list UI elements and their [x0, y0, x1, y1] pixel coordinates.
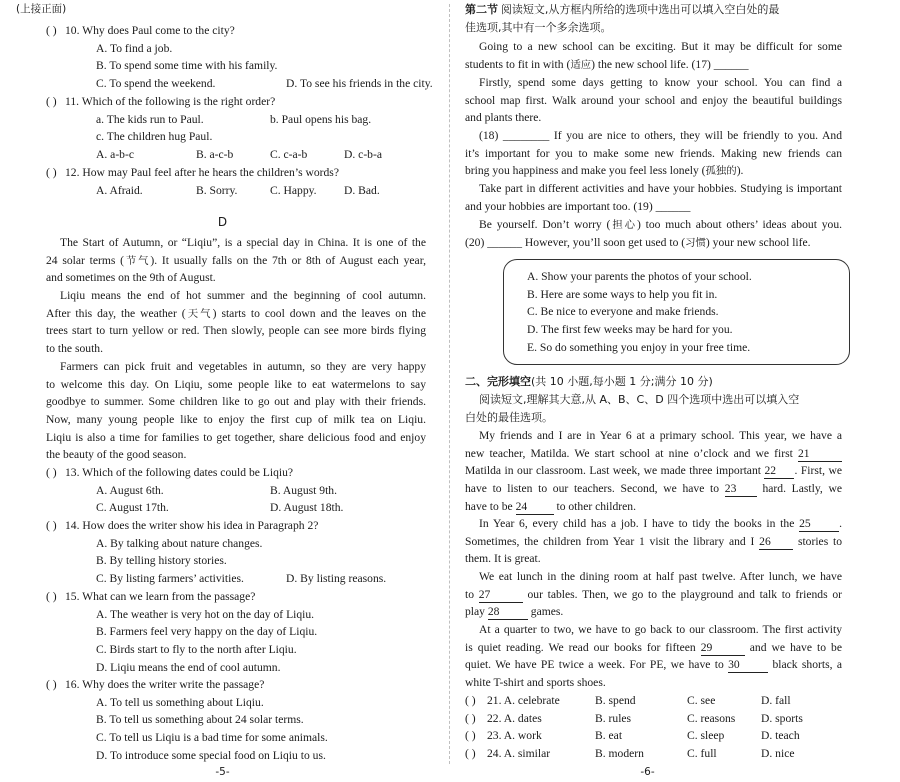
box-option-e: E. So do something you enjoy in your free time.: [527, 340, 751, 354]
cloze-question-22: [465, 710, 900, 728]
text-line: Now, many young people like to enjoy the first cup of milk tea on Liqiu.: [46, 413, 426, 427]
cloze-paragraph-1: [465, 427, 842, 515]
blank-19[interactable]: ______: [655, 199, 691, 213]
option-c: C. By listing farmers’ activities.: [96, 572, 244, 586]
option-c: C. Happy.: [270, 183, 317, 197]
option-b: B. eat: [595, 729, 623, 743]
text-line: My friends and I are in Year 6 at a primary school. This year, we have a: [479, 429, 842, 442]
left-page: [0, 0, 445, 782]
text-line: to 27 our tables. Then, we go to the playground and talk to friends or: [465, 587, 842, 601]
text-line: and sometimes on the 9th of August.: [46, 271, 216, 285]
box-option-d: D. The first few weeks may be hard for you.: [527, 323, 733, 337]
text-line: school map first. Walk around your school and enjoy the beautiful buildings: [465, 93, 842, 107]
question-12: [46, 164, 445, 199]
box-option-b: B. Here are some ways to help you fit in.: [527, 287, 718, 301]
option-d: D. nice: [761, 747, 795, 761]
option-a: 21. A. celebrate: [487, 694, 560, 707]
box-option-a: A. Show your parents the photos of your school.: [527, 270, 752, 283]
blank-22[interactable]: 22: [764, 464, 794, 479]
text-line: Sometimes, the children from Year 1 visit the library and I 26 stories to: [465, 534, 842, 548]
option-a: A. To find a job.: [96, 41, 173, 55]
blank-30[interactable]: 30: [728, 658, 768, 673]
answer-paren[interactable]: ( ): [465, 711, 476, 725]
blank-28[interactable]: 28: [488, 605, 528, 620]
option-c: C. To spend the weekend.: [96, 77, 216, 91]
option-d: D. Liqiu means the end of cool autumn.: [96, 660, 281, 674]
text-line: Matilda in our classroom. Last week, we made three important 22 . First, we: [465, 464, 842, 478]
answer-paren[interactable]: ( ): [465, 747, 476, 761]
option-d: D. fall: [761, 694, 791, 707]
option-b: B. a-c-b: [196, 148, 234, 162]
text-line: to the south.: [46, 342, 104, 356]
cloze-instruction-2: 白处的最佳选项。: [465, 411, 553, 424]
blank-29[interactable]: 29: [701, 641, 745, 656]
text-line: 24 solar terms (节气). It usually falls on the 7th or 8th of August each year,: [46, 253, 426, 267]
text-line: We eat lunch in the dining room at half past twelve. After lunch, we have: [479, 570, 842, 583]
answer-paren[interactable]: ( ): [46, 24, 57, 37]
question-stem: 10. Why does Paul come to the city?: [65, 24, 235, 37]
section-2-heading: 第二节 阅读短文,从方框内所给的选项中选出可以填入空白处的最: [465, 3, 780, 16]
reading-paragraph-5: [465, 216, 842, 251]
question-15: [46, 588, 445, 676]
answer-paren[interactable]: ( ): [46, 95, 57, 108]
option-a: 22. A. dates: [487, 711, 542, 725]
text-line: trees start to turn yellow or red. Then slowly, people can see more birds flying: [46, 324, 426, 338]
option-a: A. Afraid.: [96, 183, 143, 197]
options-box: [503, 259, 850, 365]
blank-26[interactable]: 26: [759, 535, 793, 550]
text-line: Take part in different activities and have your hobbies. Studying is important: [479, 182, 842, 195]
option-d: D. To see his friends in the city.: [286, 77, 433, 91]
answer-paren[interactable]: ( ): [46, 466, 57, 479]
option-c: C. August 17th.: [96, 501, 169, 515]
passage-d-paragraph-3: [46, 358, 426, 464]
text-line: (20) ______ However, you’ll soon get used to (习惯) your new school life.: [465, 235, 811, 249]
text-line: (18) ________ If you are nice to others, they will be friendly to you. And: [479, 129, 842, 142]
question-stem: 12. How may Paul feel after he hears the children’s words?: [65, 166, 339, 179]
answer-paren[interactable]: ( ): [465, 729, 476, 743]
text-line: At a quarter to two, we have to go back to our classroom. The first activity: [479, 623, 842, 636]
reading-paragraph-4: [465, 180, 842, 215]
text-line: and your hobbies are important too. (19) ______: [465, 199, 691, 213]
cloze-question-24: [465, 745, 900, 763]
right-page: [455, 0, 900, 782]
option-c: C. reasons: [687, 711, 736, 725]
page-number: -6-: [640, 766, 655, 778]
question-stem: 16. Why does the writer write the passage?: [65, 678, 265, 691]
statement-a: a. The kids run to Paul.: [96, 112, 204, 126]
text-line: have to listen to our teachers. Second, we have to 23 hard. Lastly, we: [465, 482, 842, 496]
passage-label: D: [217, 215, 228, 229]
text-line: white T-shirt and sports shoes.: [465, 676, 606, 690]
question-14: [46, 517, 445, 588]
section-2-instruction: 佳选项,其中有一个多余选项。: [465, 21, 612, 34]
blank-17[interactable]: ______: [713, 57, 749, 71]
option-a: A. To tell us something about Liqiu.: [96, 695, 264, 709]
cloze-paragraph-4: [465, 621, 842, 692]
option-d: D. teach: [761, 729, 800, 743]
statement-c: c. The children hug Paul.: [96, 130, 213, 144]
option-a: A. By talking about nature changes.: [96, 536, 263, 550]
option-d: D. sports: [761, 711, 803, 725]
blank-21[interactable]: 21: [798, 447, 842, 462]
text-line: play 28 games.: [465, 605, 564, 619]
option-c: C. To tell us Liqiu is a bad time for some animals.: [96, 731, 328, 745]
blank-25[interactable]: 25: [799, 517, 839, 532]
option-d: D. c-b-a: [344, 148, 382, 162]
question-10: [46, 22, 445, 93]
option-c: C. see: [687, 694, 716, 707]
option-a: A. The weather is very hot on the day of Liqiu.: [96, 607, 315, 621]
passage-d-paragraph-1: [46, 234, 426, 287]
text-line: have to be 24 to other children.: [465, 499, 636, 513]
text-line: is quiet reading. We read our books for fifteen 29 and we have to be: [465, 640, 842, 654]
reading-paragraph-1: [465, 38, 842, 73]
statement-b: b. Paul opens his bag.: [270, 112, 372, 126]
option-b: B. By telling history stories.: [96, 554, 227, 568]
text-line: Liqiu is also a time for families to get together, share delicious food and enjoy: [46, 430, 426, 444]
question-stem: 13. Which of the following dates could be Liqiu?: [65, 466, 294, 479]
text-line: The Start of Autumn, or “Liqiu”, is a special day in China. It is one of the: [60, 236, 426, 249]
page-divider: [449, 4, 450, 764]
passage-d-paragraph-2: [46, 287, 426, 358]
option-d: D. August 18th.: [270, 501, 344, 515]
blank-23[interactable]: 23: [725, 482, 757, 497]
option-a: 23. A. work: [487, 729, 542, 743]
continued-tag: (上接正面): [16, 3, 67, 15]
text-line: Firstly, spend some days getting to know your school. You can find a: [479, 76, 842, 89]
blank-24[interactable]: 24: [516, 500, 554, 515]
cloze-instruction-1: 阅读短文,理解其大意,从 A、B、C、D 四个选项中选出可以填入空: [479, 393, 800, 406]
question-16: [46, 676, 445, 764]
text-line: and plants there.: [465, 111, 542, 125]
blank-27[interactable]: 27: [479, 588, 523, 603]
cloze-question-21: [465, 692, 900, 710]
option-c: C. sleep: [687, 729, 725, 743]
text-line: students to fit in with (适应) the new school life. (17) ______: [465, 57, 749, 71]
option-a: A. a-b-c: [96, 148, 134, 162]
text-line: bring you happiness and make you feel less lonely (孤独的).: [465, 164, 744, 178]
page-number: -5-: [215, 766, 230, 778]
option-d: D. By listing reasons.: [286, 572, 387, 586]
option-c: C. Birds start to fly to the north after Liqiu.: [96, 643, 297, 657]
text-line: Going to a new school can be exciting. But it may be difficult for some: [479, 40, 842, 53]
question-stem: 11. Which of the following is the right order?: [65, 95, 276, 108]
reading-paragraph-3: [465, 127, 842, 180]
question-13: [46, 464, 445, 517]
cloze-paragraph-2: [465, 515, 842, 568]
text-line: goodbye to summer. Some children like to go out and play with their friends.: [46, 395, 426, 409]
question-stem: 15. What can we learn from the passage?: [65, 590, 256, 603]
text-line: them. It is great.: [465, 552, 541, 566]
text-line: to welcome this day. On Liqiu, some people like to eat watermelons to say: [46, 377, 426, 391]
cloze-question-23: [465, 727, 900, 745]
text-line: quiet. We have PE twice a week. For PE, we have to 30 black shorts, a: [465, 658, 842, 672]
option-b: B. modern: [595, 747, 644, 761]
option-c: C. c-a-b: [270, 148, 308, 162]
cloze-section-heading: 二、完形填空(共 10 小题,每小题 1 分;满分 10 分): [465, 375, 713, 388]
option-b: B. August 9th.: [270, 483, 337, 497]
option-d: D. To introduce some special food on Liqiu to us.: [96, 748, 326, 762]
blank-18[interactable]: ________: [502, 129, 550, 142]
text-line: Farmers can pick fruit and vegetables in autumn, so they are very happy: [60, 360, 426, 373]
box-option-c: C. Be nice to everyone and make friends.: [527, 305, 719, 319]
option-b: B. Sorry.: [196, 183, 238, 197]
text-line: Liqiu means the end of hot summer and the beginning of cool autumn.: [60, 289, 426, 302]
answer-paren[interactable]: ( ): [46, 166, 57, 179]
question-11: [46, 93, 445, 164]
option-b: B. rules: [595, 711, 632, 725]
blank-20[interactable]: ______: [487, 235, 523, 249]
option-b: B. spend: [595, 694, 636, 707]
answer-paren[interactable]: ( ): [46, 590, 57, 603]
text-line: In Year 6, every child has a job. I have to tidy the books in the 25 .: [479, 517, 842, 530]
reading-paragraph-2: [465, 74, 842, 127]
option-b: B. To tell us something about 24 solar terms.: [96, 713, 304, 727]
question-stem: 14. How does the writer show his idea in Paragraph 2?: [65, 519, 319, 532]
answer-paren[interactable]: ( ): [465, 694, 476, 707]
option-c: C. full: [687, 747, 717, 761]
option-a: A. August 6th.: [96, 483, 164, 497]
text-line: the beauty of the good season.: [46, 448, 187, 462]
option-b: B. Farmers feel very happy on the day of Liqiu.: [96, 625, 318, 639]
option-d: D. Bad.: [344, 183, 380, 197]
cloze-paragraph-3: [465, 568, 842, 621]
cloze-options: [465, 692, 900, 763]
option-a: 24. A. similar: [487, 747, 551, 761]
text-line: After this day, the weather (天气) starts to cool down and the leaves on the: [46, 306, 426, 320]
text-line: new teacher, Matilda. We start school at nine o’clock and we first 21: [465, 445, 842, 463]
answer-paren[interactable]: ( ): [46, 678, 57, 691]
option-b: B. To spend some time with his family.: [96, 59, 278, 73]
text-line: Be yourself. Don’t worry (担心) too much about others’ ideas about you.: [479, 218, 842, 231]
text-line: it’s important for you to make some new friends. Making new friends can: [465, 146, 842, 160]
answer-paren[interactable]: ( ): [46, 519, 57, 532]
